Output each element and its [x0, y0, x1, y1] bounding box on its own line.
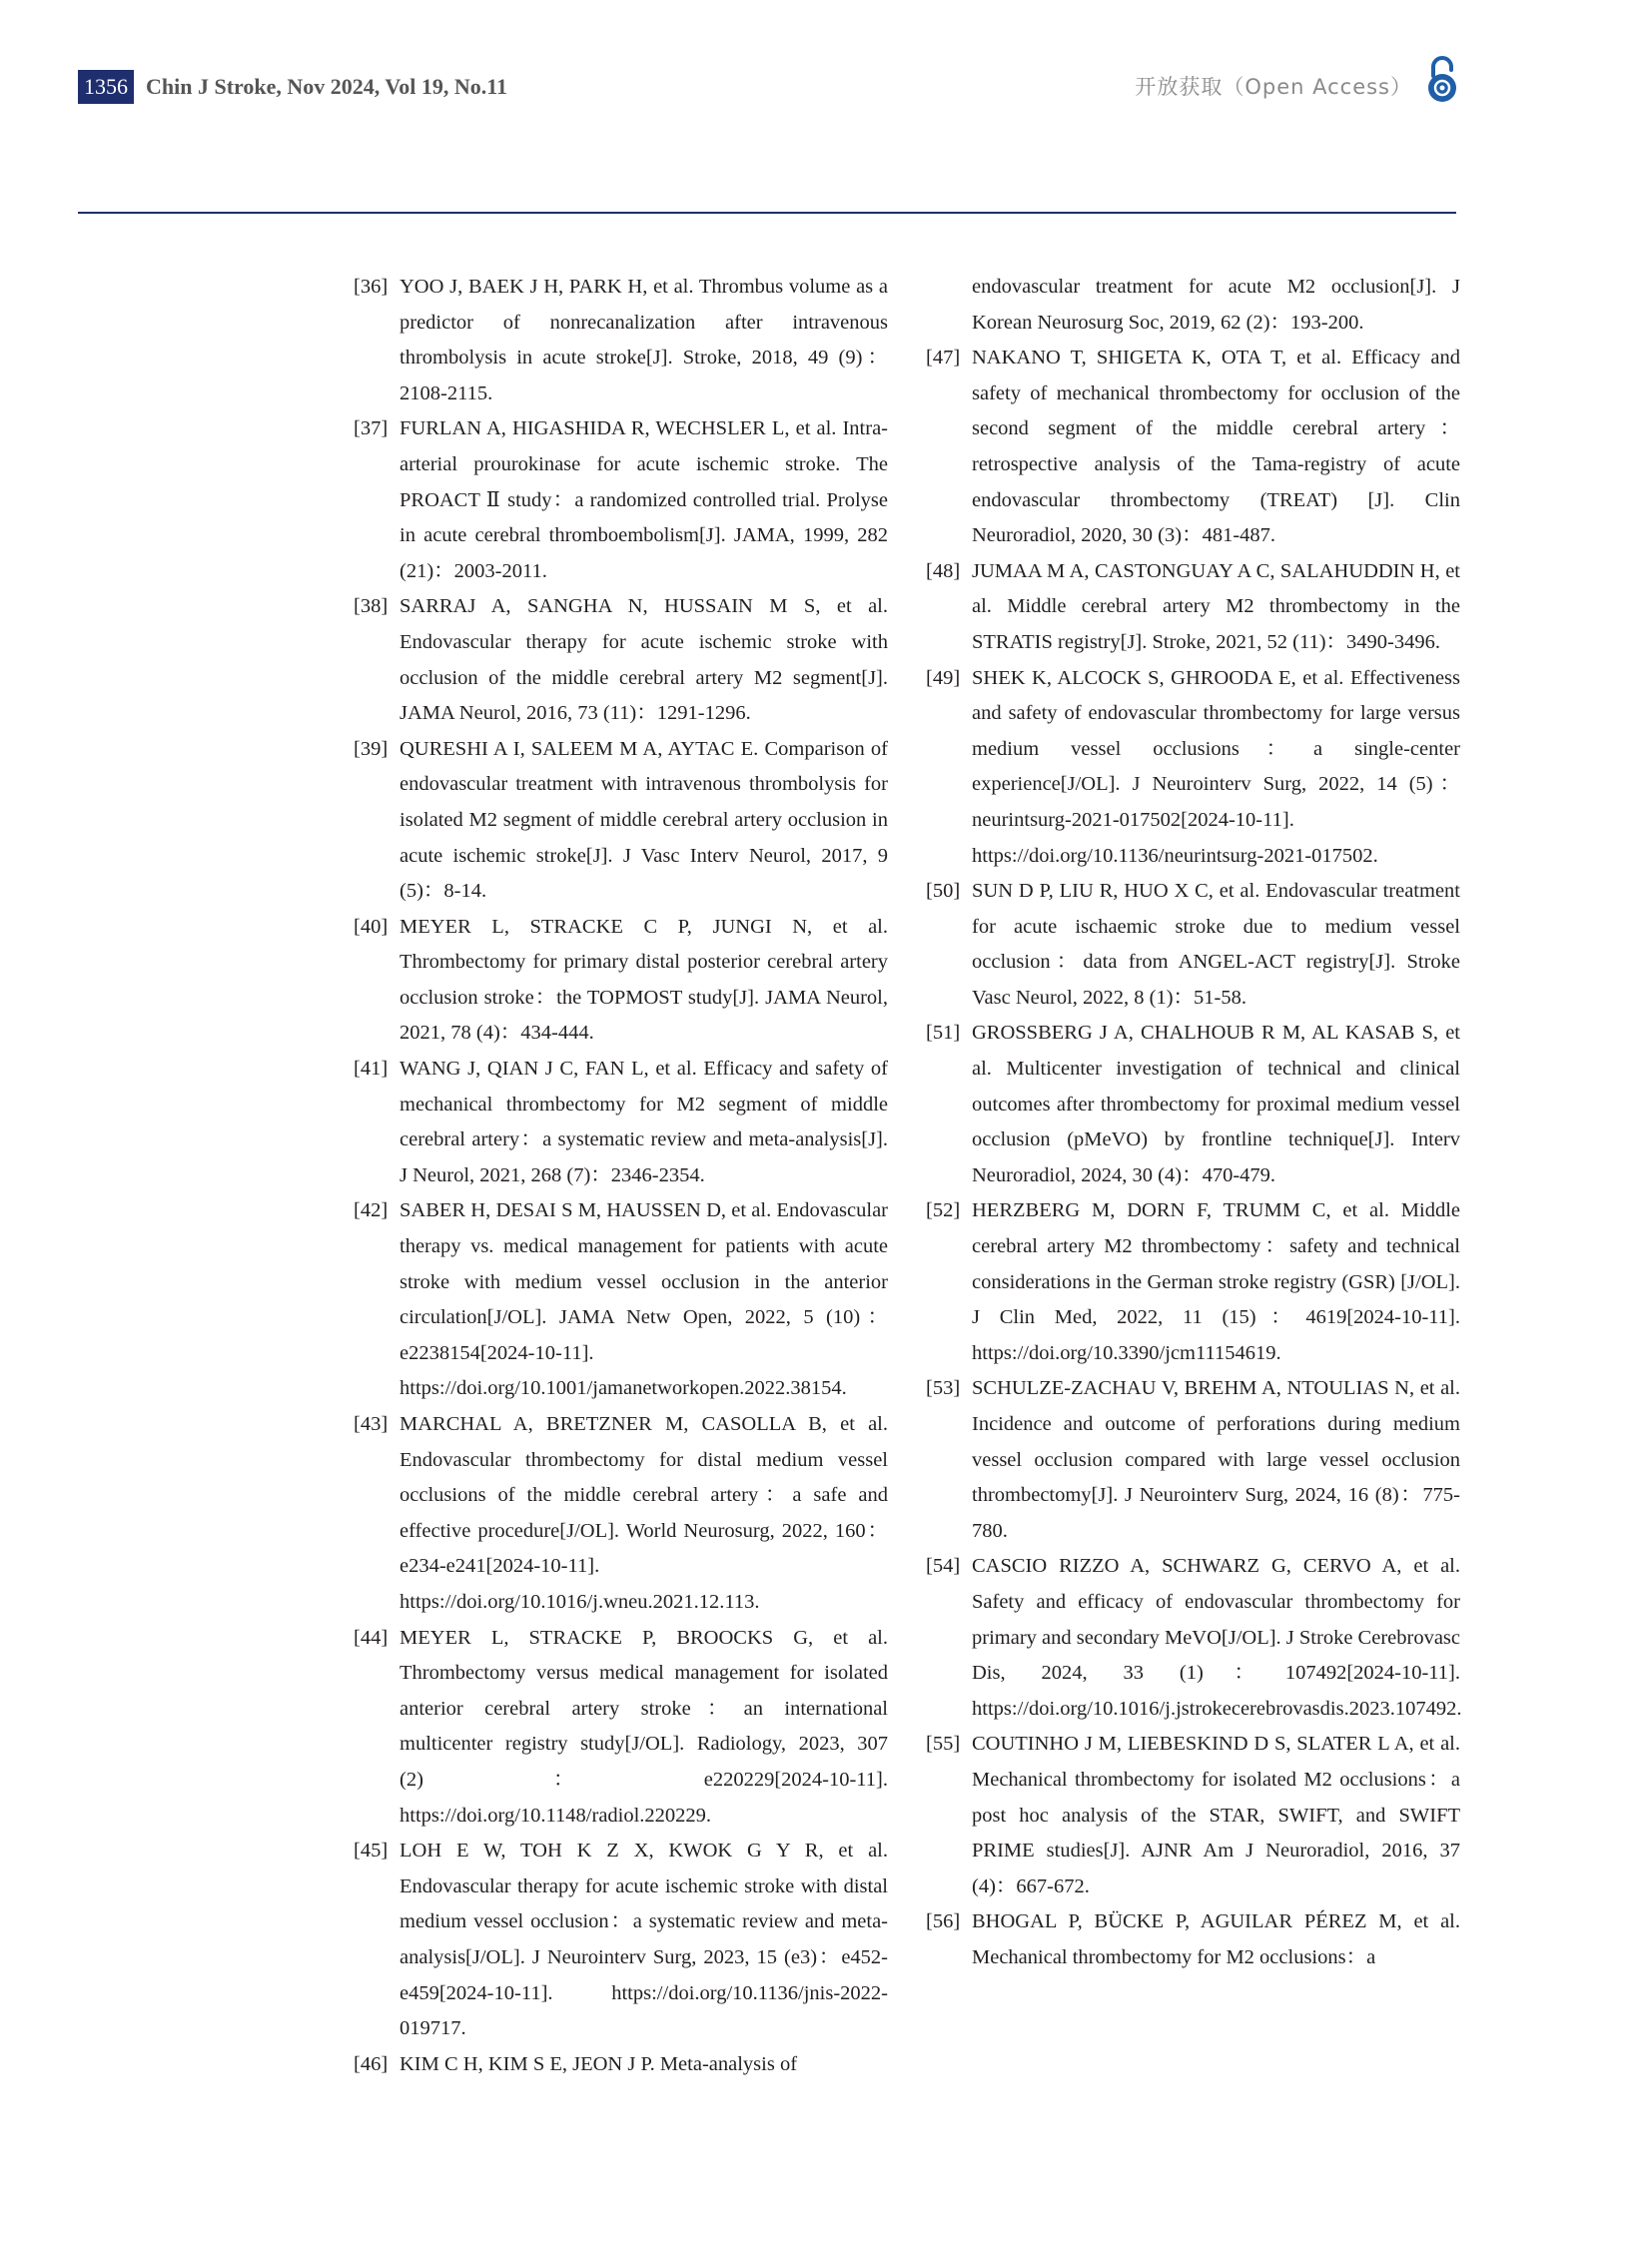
reference-item	[926, 1371, 1460, 1549]
header-rule	[78, 212, 1456, 214]
reference-item	[354, 1621, 888, 1835]
reference-text: MARCHAL A, BRETZNER M, CASOLLA B, et al. Endovascular thrombectomy for distal medium vessel occlusions of the middle cerebral artery：a safe and effective procedure[J/OL]. World Neurosurg, 2022, 160：e234-e241[2024-10-11]. https://doi.org/10.1016/j.wneu.2021.12.113.	[400, 1413, 888, 1613]
reference-text: BHOGAL P, BÜCKE P, AGUILAR PÉREZ M, et al. Mechanical thrombectomy for M2 occlusions：a	[972, 1910, 1460, 1968]
reference-continuation: endovascular treatment for acute M2 occlusion[J]. J Korean Neurosurg Soc, 2019, 62 (2)：193-200.	[972, 276, 1460, 334]
reference-text: WANG J, QIAN J C, FAN L, et al. Efficacy and safety of mechanical thrombectomy for M2 segment of middle cerebral artery：a systematic review and meta-analysis[J]. J Neurol, 2021, 268 (7)：2346-2354.	[400, 1058, 888, 1186]
reference-number: [43]	[354, 1413, 389, 1435]
open-access-label: 开放获取（Open Access）	[1135, 75, 1412, 99]
reference-number: [49]	[926, 666, 961, 689]
reference-item	[354, 1052, 888, 1193]
reference-item	[926, 1727, 1460, 1904]
reference-text: SABER H, DESAI S M, HAUSSEN D, et al. Endovascular therapy vs. medical management for patients with acute stroke with medium vessel occlusion in the anterior circulation[J/OL]. JAMA Netw Open, 2022, 5 (10)：e2238154[2024-10-11]. https://doi.org/10.1001/jamanetworkopen.2022.38154.	[400, 1199, 888, 1400]
reference-text: QURESHI A I, SALEEM M A, AYTAC E. Comparison of endovascular treatment with intravenous thrombolysis for isolated M2 segment of middle cerebral artery occlusion in acute ischemic stroke[J]. J Vasc Interv Neurol, 2017, 9 (5)：8-14.	[400, 737, 888, 903]
reference-number: [47]	[926, 347, 961, 370]
reference-number: [38]	[354, 595, 389, 618]
reference-number: [45]	[354, 1840, 389, 1863]
reference-item	[354, 732, 888, 910]
reference-text: MEYER L, STRACKE P, BROOCKS G, et al. Thrombectomy versus medical management for isolated anterior cerebral artery stroke：an international multicenter registry study[J/OL]. Radiology, 2023, 307 (2)：e220229[2024-10-11]. https://doi.org/10.1148/radiol.220229.	[400, 1626, 888, 1827]
reference-number: [56]	[926, 1910, 961, 1933]
reference-number: [53]	[926, 1377, 961, 1400]
reference-item	[354, 910, 888, 1052]
reference-text: KIM C H, KIM S E, JEON J P. Meta-analysis of	[400, 2052, 798, 2075]
references-right-column	[926, 270, 1460, 1976]
reference-text: CASCIO RIZZO A, SCHWARZ G, CERVO A, et al. Safety and efficacy of endovascular thrombectomy for primary and secondary MeVO[J/OL]. J Stroke Cerebrovasc Dis, 2024, 33 (1)：107492[2024-10-11]. https://doi.org/10.1016/j.jstrokecerebrovasdis.2023.107492.	[972, 1555, 1462, 1720]
reference-text: NAKANO T, SHIGETA K, OTA T, et al. Efficacy and safety of mechanical thrombectomy for occlusion of the second segment of the middle cerebral artery：retrospective analysis of the Tama-registry of acute endovascular thrombectomy (TREAT) [J]. Clin Neuroradiol, 2020, 30 (3)：481-487.	[972, 347, 1460, 547]
reference-item	[926, 1016, 1460, 1193]
page-header	[0, 0, 1652, 215]
reference-item	[926, 1904, 1460, 1975]
reference-item	[926, 874, 1460, 1016]
open-access-lock-icon	[1422, 54, 1462, 104]
reference-number: [48]	[926, 559, 961, 582]
reference-number: [55]	[926, 1733, 961, 1756]
reference-text: HERZBERG M, DORN F, TRUMM C, et al. Middle cerebral artery M2 thrombectomy：safety and technical considerations in the German stroke registry (GSR) [J/OL]. J Clin Med, 2022, 11 (15)：4619[2024-10-11]. https://doi.org/10.3390/jcm11154619.	[972, 1199, 1460, 1364]
reference-list	[926, 341, 1460, 1975]
reference-item	[354, 270, 888, 411]
reference-number: [46]	[354, 2052, 389, 2075]
reference-item	[926, 1193, 1460, 1371]
reference-text: SARRAJ A, SANGHA N, HUSSAIN M S, et al. Endovascular therapy for acute ischemic stroke with occlusion of the middle cerebral artery M2 segment[J]. JAMA Neurol, 2016, 73 (11)：1291-1296.	[400, 595, 888, 725]
reference-item	[354, 1834, 888, 2047]
reference-number: [36]	[354, 276, 389, 298]
page-number-badge: 1356	[78, 70, 134, 104]
reference-text: SCHULZE-ZACHAU V, BREHM A, NTOULIAS N, et al. Incidence and outcome of perforations during medium vessel occlusion compared with large vessel occlusion thrombectomy[J]. J Neurointerv Surg, 2024, 16 (8)：775-780.	[972, 1377, 1460, 1542]
reference-item	[354, 589, 888, 731]
reference-text: SUN D P, LIU R, HUO X C, et al. Endovascular treatment for acute ischaemic stroke due to medium vessel occlusion：data from ANGEL-ACT registry[J]. Stroke Vasc Neurol, 2022, 8 (1)：51-58.	[972, 880, 1460, 1009]
reference-number: [40]	[354, 915, 389, 938]
reference-item	[354, 2047, 888, 2083]
reference-number: [37]	[354, 417, 389, 440]
reference-item	[926, 661, 1460, 875]
reference-item	[926, 1549, 1460, 1727]
reference-text: YOO J, BAEK J H, PARK H, et al. Thrombus volume as a predictor of nonrecanalization after intravenous thrombolysis in acute stroke[J]. Stroke, 2018, 49 (9)：2108-2115.	[400, 276, 888, 404]
reference-number: [41]	[354, 1058, 389, 1081]
reference-item	[926, 554, 1460, 661]
reference-number: [54]	[926, 1555, 961, 1578]
reference-text: LOH E W, TOH K Z X, KWOK G Y R, et al. Endovascular therapy for acute ischemic stroke with distal medium vessel occlusion：a systematic review and meta-analysis[J/OL]. J Neurointerv Surg, 2023, 15 (e3)：e452-e459[2024-10-11]. https://doi.org/10.1136/jnis-2022-019717.	[400, 1840, 888, 2040]
references-left-column	[354, 270, 888, 2082]
reference-text: COUTINHO J M, LIEBESKIND D S, SLATER L A, et al. Mechanical thrombectomy for isolated M2 occlusions：a post hoc analysis of the STAR, SWIFT, and SWIFT PRIME studies[J]. AJNR Am J Neuroradiol, 2016, 37 (4)：667-672.	[972, 1733, 1460, 1897]
reference-text: MEYER L, STRACKE C P, JUNGI N, et al. Thrombectomy for primary distal posterior cerebral artery occlusion stroke：the TOPMOST study[J]. JAMA Neurol, 2021, 78 (4)：434-444.	[400, 915, 888, 1045]
reference-number: [50]	[926, 880, 961, 903]
reference-item	[354, 411, 888, 589]
reference-number: [51]	[926, 1022, 961, 1045]
journal-citation: Chin J Stroke, Nov 2024, Vol 19, No.11	[146, 74, 508, 99]
reference-number: [44]	[354, 1626, 389, 1649]
reference-text: SHEK K, ALCOCK S, GHROODA E, et al. Effectiveness and safety of endovascular thrombectomy for large versus medium vessel occlusions：a single-center experience[J/OL]. J Neurointerv Surg, 2022, 14 (5)：neurintsurg-2021-017502[2024-10-11]. https://doi.org/10.1136/neurintsurg-2021-017502.	[972, 666, 1460, 867]
reference-text: GROSSBERG J A, CHALHOUB R M, AL KASAB S, et al. Multicenter investigation of technical and clinical outcomes after thrombectomy for proximal medium vessel occlusion (pMeVO) by frontline technique[J]. Interv Neuroradiol, 2024, 30 (4)：470-479.	[972, 1022, 1460, 1186]
reference-text: JUMAA M A, CASTONGUAY A C, SALAHUDDIN H, et al. Middle cerebral artery M2 thrombectomy in the STRATIS registry[J]. Stroke, 2021, 52 (11)：3490-3496.	[972, 559, 1460, 653]
reference-number: [52]	[926, 1199, 961, 1222]
reference-number: [42]	[354, 1199, 389, 1222]
reference-item	[354, 1193, 888, 1407]
reference-item	[354, 1407, 888, 1621]
reference-text: FURLAN A, HIGASHIDA R, WECHSLER L, et al. Intra-arterial prourokinase for acute ischemic stroke. The PROACT Ⅱ study：a randomized controlled trial. Prolyse in acute cerebral thromboembolism[J]. JAMA, 1999, 282 (21)：2003-2011.	[400, 417, 888, 582]
reference-number: [39]	[354, 737, 389, 760]
reference-item	[926, 341, 1460, 554]
